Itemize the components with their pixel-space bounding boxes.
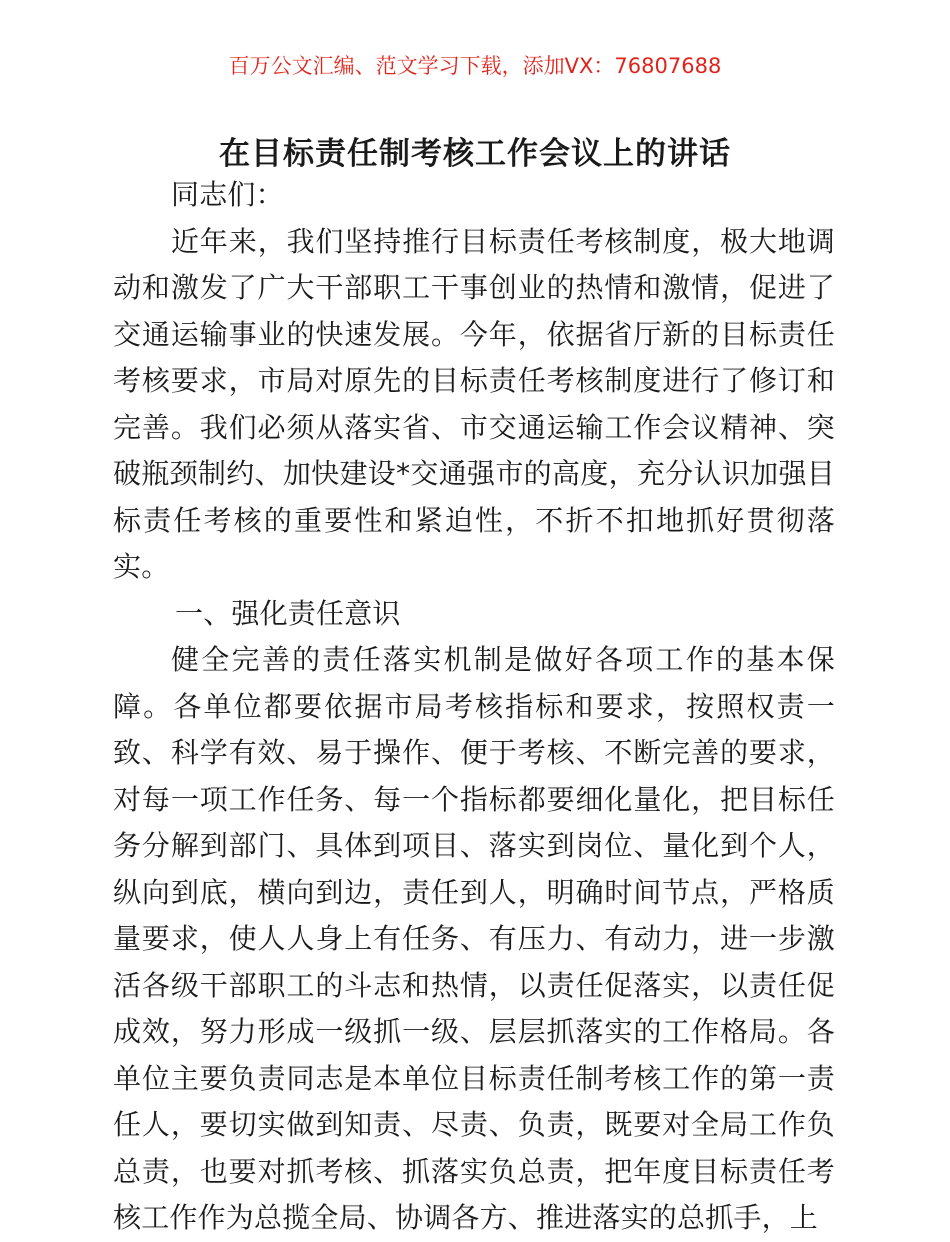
document-body <box>113 172 835 1242</box>
section-heading-one: 一、强化责任意识 <box>175 596 401 630</box>
promo-banner: 百万公文汇编、范文学习下载，添加VX：76807688 <box>228 54 722 78</box>
page-title: 在目标责任制考核工作会议上的讲话 <box>219 135 731 172</box>
paragraph-section-one-body: 健全完善的责任落实机制是做好各项工作的基本保障。各单位都要依据市局考核指标和要求，按照权责一致、科学有效、易于操作、便于考核、不断完善的要求，对每一项工作任务、每一个指标都要细化量化，把目标任务分解到部门、具体到项目、落实到岗位、量化到个人，纵向到底，横向到边，责任到人，明确时间节点，严格质量要求，使人人身上有任务、有压力、有动力，进一步激活各级干部职工的斗志和热情，以责任促落实，以责任促成效，努力形成一级抓一级、层层抓落实的工作格局。各单位主要负责同志是本单位目标责任制考核工作的第一责任人，要切实做到知责、尽责、负责，既要对全局工作负总责，也要对抓考核、抓落实负总责，把年度目标责任考核工作作为总揽全局、协调各方、推进落实的总抓手，上 <box>113 643 835 1234</box>
paragraph-intro: 近年来，我们坚持推行目标责任考核制度，极大地调动和激发了广大干部职工干事创业的热情和激情，促进了交通运输事业的快速发展。今年，依据省厅新的目标责任考核要求，市局对原先的目标责任考核制度进行了修订和完善。我们必须从落实省、市交通运输工作会议精神、突破瓶颈制约、加快建设*交通强市的高度，充分认识加强目标责任考核的重要性和紧迫性，不折不扣地抓好贯彻落实。 <box>113 224 835 583</box>
salutation-line: 同志们： <box>171 178 284 211</box>
